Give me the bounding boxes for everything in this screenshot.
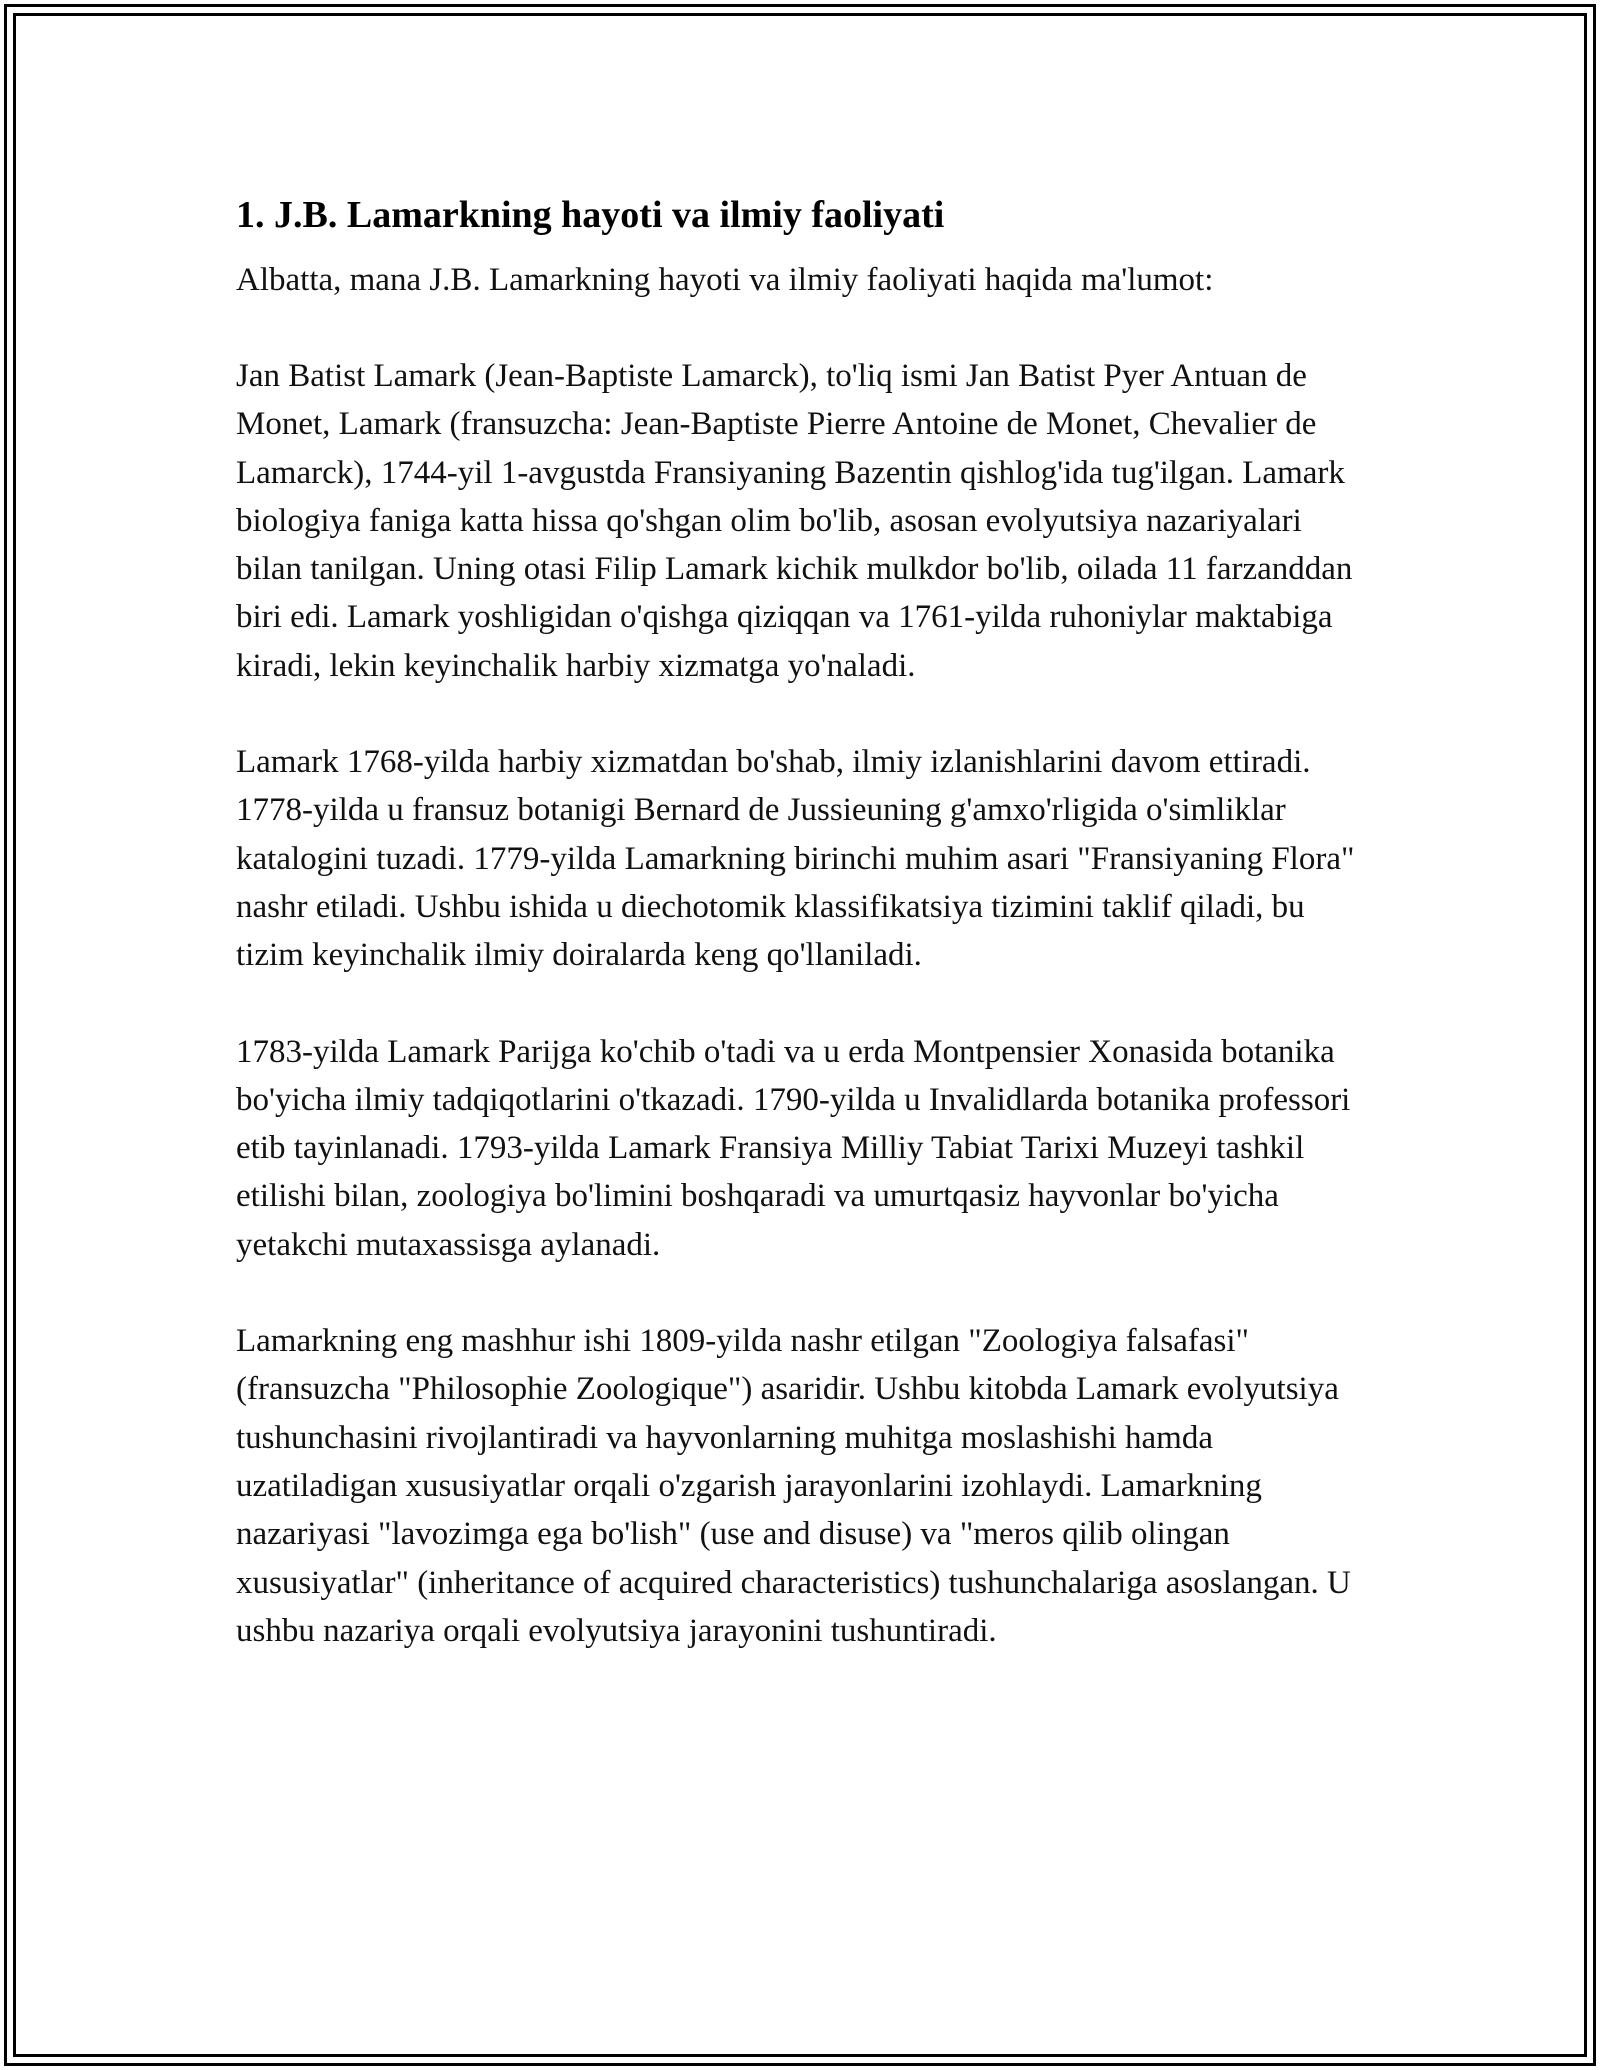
- paragraph-botany-career: Lamark 1768-yilda harbiy xizmatdan bo'shab, ilmiy izlanishlarini davom ettiradi. 1778-yilda u fransuz botanigi Bernard de Jussieuning g'amxo'rligida o'simliklar katalogini tuzadi. 1779-yilda Lamarkning birinchi muhim asari "Fransiyaning Flora" nashr etiladi. Ushbu ishida u diechotomik klassifikatsiya tizimini taklif qiladi, bu tizim keyinchalik ilmiy doiralarda keng qo'llaniladi.: [236, 744, 1355, 974]
- document-body: [236, 188, 1371, 1655]
- section-title: 1. J.B. Lamarkning hayoti va ilmiy faoliyati: [236, 194, 945, 236]
- paragraph-early-life: Jan Batist Lamark (Jean-Baptiste Lamarck), to'liq ismi Jan Batist Pyer Antuan de Monet, Lamark (fransuzcha: Jean-Baptiste Pierre Antoine de Monet, Chevalier de Lamarck), 1744-yil 1-avgustda Fransiyaning Bazentin qishlog'ida tug'ilgan. Lamark biologiya faniga katta hissa qo'shgan olim bo'lib, asosan evolyutsiya nazariyalari bilan tanilgan. Uning otasi Filip Lamark kichik mulkdor bo'lib, oilada 11 farzanddan biri edi. Lamark yoshligidan o'qishga qiziqqan va 1761-yilda ruhoniylar maktabiga kiradi, lekin keyinchalik harbiy xizmatga yo'naladi.: [236, 358, 1353, 684]
- paragraph-paris-museum: 1783-yilda Lamark Parijga ko'chib o'tadi va u erda Montpensier Xonasida botanika bo'yicha ilmiy tadqiqotlarini o'tkazadi. 1790-yilda u Invalidlarda botanika professori etib tayinlanadi. 1793-yilda Lamark Fransiya Milliy Tabiat Tarixi Muzeyi tashkil etilishi bilan, zoologiya bo'limini boshqaradi va umurtqasiz hayvonlar bo'yicha yetakchi mutaxassisga aylanadi.: [236, 1033, 1351, 1263]
- intro-paragraph: Albatta, mana J.B. Lamarkning hayoti va ilmiy faoliyati haqida ma'lumot:: [236, 262, 1214, 298]
- paragraph-zoological-philosophy: Lamarkning eng mashhur ishi 1809-yilda nashr etilgan "Zoologiya falsafasi" (fransuzcha "Philosophie Zoologique") asaridir. Ushbu kitobda Lamark evolyutsiya tushunchasini rivojlantiradi va hayvonlarning muhitga moslashishi hamda uzatiladigan xususiyatlar orqali o'zgarish jarayonlarini izohlaydi. Lamarkning nazariyasi "lavozimga ega bo'lish" (use and disuse) va "meros qilib olingan xususiyatlar" (inheritance of acquired characteristics) tushunchalariga asoslangan. U ushbu nazariya orqali evolyutsiya jarayonini tushuntiradi.: [236, 1323, 1351, 1649]
